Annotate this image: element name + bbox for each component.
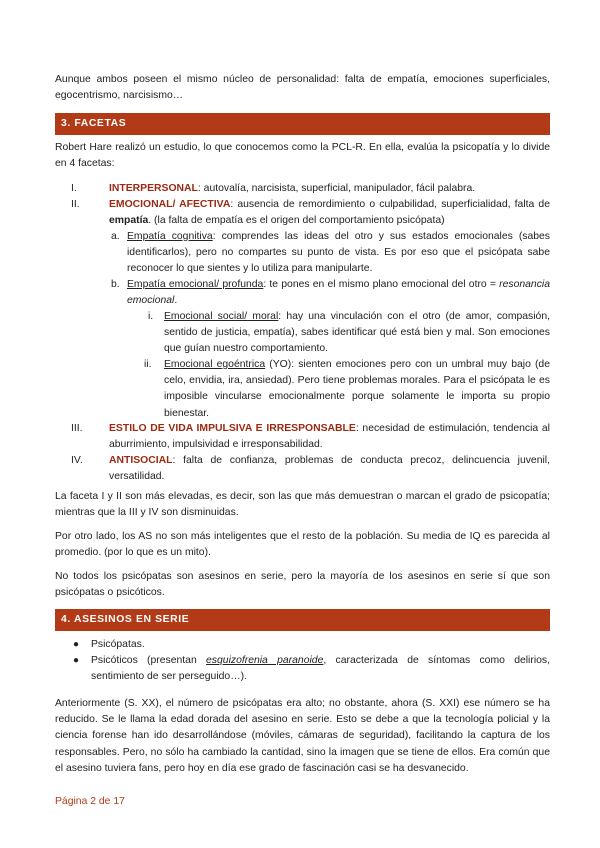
sub-b bbox=[127, 277, 550, 309]
facet-3-title: ESTILO DE VIDA IMPULSIVA E IRRESPONSABLE bbox=[109, 423, 356, 434]
sub-i-text: : hay una vinculación con el otro (de amor, compasión, sentido de justicia, empatía), sabes identificar qué está bien y mal. Son emociones que guían nuestro comportamiento. bbox=[164, 311, 550, 355]
sub-a-number: a. bbox=[111, 231, 120, 242]
section-4-header: 4. ASESINOS EN SERIE bbox=[55, 609, 550, 631]
facet-2-text: : ausencia de remordimiento o culpabilidad, superficialidad, falta de bbox=[230, 199, 550, 210]
robert-hare-paragraph: Robert Hare realizó un estudio, lo que conocemos como la PCL-R. En ella, evalúa la psicopatía y lo divide en 4 facetas: bbox=[55, 142, 550, 170]
sub-a-text: : comprendes las ideas del otro y sus estados emocionales (sabes identificarlos), pero no compartes su punto de vista. Es por eso que el psicópata sabe reconocer lo que sientes y lo utiliza para manipularte. bbox=[127, 231, 551, 275]
sub-b-number: b. bbox=[111, 279, 120, 290]
facet-1-title: INTERPERSONAL bbox=[109, 183, 198, 194]
facet-2 bbox=[109, 197, 550, 229]
sub-ii-title: Emocional egoéntrica bbox=[164, 359, 266, 370]
sub-ii-number: ii. bbox=[144, 359, 152, 370]
facet-3-number: III. bbox=[71, 423, 83, 434]
bullet-2 bbox=[91, 653, 550, 685]
facet-2-title: EMOCIONAL/ AFECTIVA bbox=[109, 199, 231, 210]
bullet-2-pre: Psicóticos (presentan bbox=[91, 655, 207, 666]
sub-b-end: . bbox=[174, 295, 178, 307]
facet-2-text2: . (la falta de empatía es el origen del comportamiento psicópata) bbox=[148, 215, 445, 227]
sub-i-title: Emocional social/ moral bbox=[164, 311, 279, 322]
bullet-2-post: , caracterizada de síntomas como delirios, sentimiento de ser perseguido…). bbox=[91, 655, 550, 683]
facet-2-bold: empatía bbox=[109, 215, 149, 227]
facet-4-number: IV. bbox=[71, 455, 83, 466]
page-footer: Página 2 de 17 bbox=[55, 796, 125, 807]
as-intelligence-paragraph: Por otro lado, los AS no son más inteligentes que el resto de la población. Su media de IQ es parecida al promedio. (por lo que es un mito). bbox=[55, 531, 550, 559]
sub-i bbox=[164, 309, 550, 358]
bullet-dot-icon: ● bbox=[73, 655, 80, 666]
facet-2-number: II. bbox=[71, 199, 80, 210]
sub-b-title: Empatía emocional/ profunda bbox=[127, 279, 264, 290]
sub-ii bbox=[164, 357, 550, 422]
section-3-header: 3. FACETAS bbox=[55, 113, 550, 135]
facet-3-text: : necesidad de estimulación, tendencia al aburrimiento, impulsividad e irresponsabilidad. bbox=[109, 423, 550, 451]
intro-paragraph: Aunque ambos poseen el mismo núcleo de personalidad: falta de empatía, emociones superficiales, egocentrismo, narcisismo… bbox=[55, 74, 550, 102]
facet-4-title: ANTISOCIAL bbox=[109, 455, 173, 466]
facet-1-number: I. bbox=[71, 183, 77, 194]
sub-a-title: Empatía cognitiva bbox=[127, 231, 213, 242]
bullet-2-italic: esquizofrenia paranoide bbox=[206, 655, 324, 666]
sub-i-number: i. bbox=[148, 311, 154, 322]
sub-ii-text: (YO): sienten emociones pero con un umbral muy bajo (de celo, envidia, ira, ansiedad). Pero tiene problemas morales. Para el psicópata le es imposible vincularse emocionalmente porque solamente le importa su propio bienestar. bbox=[164, 359, 550, 419]
facet-4-text: : falta de confianza, problemas de conducta precoz, delincuencia juvenil, versatilidad. bbox=[109, 455, 550, 483]
bullet-dot-icon: ● bbox=[73, 639, 80, 650]
sub-b-italic: resonancia emocional bbox=[127, 279, 550, 307]
not-all-paragraph: No todos los psicópatas son asesinos en serie, pero la mayoría de los asesinos en serie sí que son psicópatas o psicóticos. bbox=[55, 571, 550, 599]
sub-a bbox=[127, 229, 550, 278]
bullet-1: Psicópatas. bbox=[91, 639, 145, 650]
facet-4 bbox=[109, 453, 550, 485]
facets-comparison-paragraph: La faceta I y II son más elevadas, es decir, son las que más demuestran o marcan el grado de psicopatía; mientras que la III y IV son disminuidas. bbox=[55, 491, 550, 519]
sub-b-text: : te pones en el mismo plano emocional del otro = bbox=[263, 279, 500, 290]
facet-1-text: : autovalía, narcisista, superficial, manipulador, fácil palabra. bbox=[197, 183, 476, 194]
final-paragraph: Anteriormente (S. XX), el número de psicópatas era alto; no obstante, ahora (S. XXI) ese número se ha reducido. Se le llama la edad dorada del asesino en serie. Esto se debe a que la tecnología policial y la ciencia forense han ido desarrollándose (móviles, cámaras de seguridad), facilitando la captura de los responsables. Pero, no sólo ha cambiado la cantidad, sino la imagen que se tiene de ellos. Era común que el asesino tuviera fans, pero hoy en día ese grado de fascinación casi se ha desvanecido. bbox=[55, 698, 550, 774]
facet-1 bbox=[109, 181, 550, 197]
facet-3 bbox=[109, 421, 550, 453]
